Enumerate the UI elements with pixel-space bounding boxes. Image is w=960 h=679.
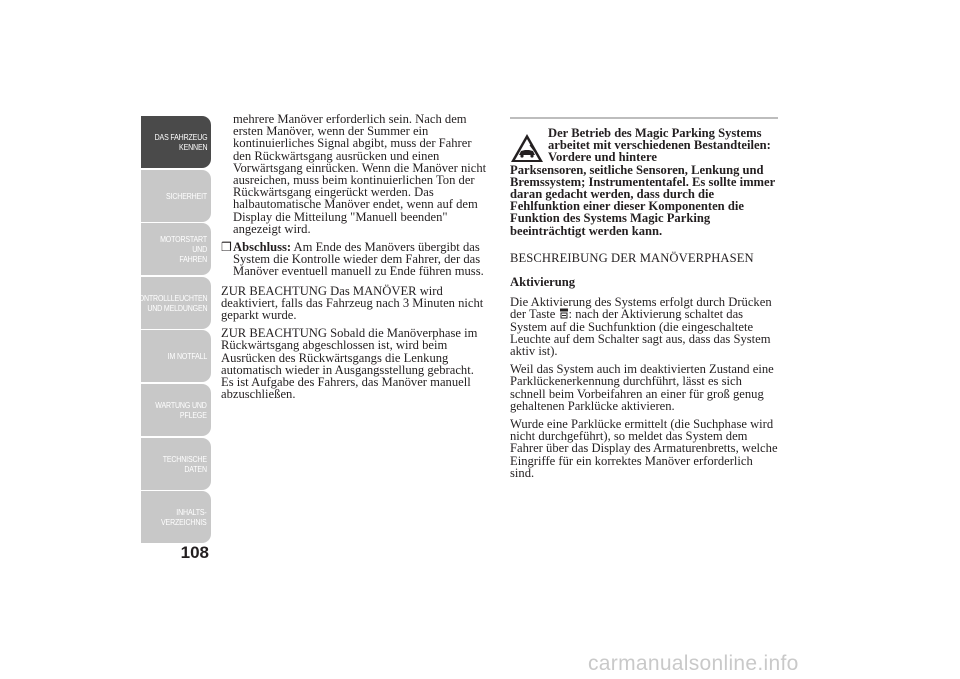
tab-kontrollleuchten[interactable] bbox=[133, 277, 211, 329]
tab-das-fahrzeug-kennen[interactable] bbox=[141, 116, 211, 168]
paragraph-activation bbox=[510, 296, 778, 357]
subheading-aktivierung: Aktivierung bbox=[510, 275, 576, 290]
tab-label: INHALTS- VERZEICHNIS bbox=[161, 507, 207, 528]
tab-motorstart-und-fahren[interactable] bbox=[141, 223, 211, 275]
tab-wartung-und-pflege[interactable] bbox=[141, 384, 211, 436]
warning-text: Parksensoren, seitliche Sensoren, Lenkung und Bremssystem; Instrumententafel. Es sollte immer daran gedacht werden, dass durch die Fehlfunktion einer dieser Komponenten die Funktion des Systems Magic Parking beeinträchtigt werden kann. bbox=[510, 162, 776, 238]
tab-label: DAS FAHRZEUG KENNEN bbox=[154, 132, 207, 152]
divider bbox=[510, 117, 778, 119]
bullet-abschluss bbox=[221, 241, 489, 278]
paragraph: Weil das System auch im deaktivierten Zustand eine Parklückenerkennung durchführt, lässt es sich schnell beim Vorbeifahren an einer für groß genug gehaltenen Parklücke aktivieren. bbox=[510, 362, 774, 413]
warning-box bbox=[510, 127, 778, 237]
tab-label: WARTUNG UND PFLEGE bbox=[155, 399, 207, 420]
page-number: 108 bbox=[180, 543, 209, 562]
section-heading: BESCHREIBUNG DER MANÖVERPHASEN bbox=[510, 250, 754, 265]
note-paragraph: ZUR BEACHTUNG Das MANÖVER wird deaktiviert, falls das Fahrzeug nach 3 Minuten nicht geparkt wurde. bbox=[221, 283, 484, 323]
bullet-label: Abschluss: bbox=[233, 240, 292, 255]
tab-sicherheit[interactable] bbox=[141, 170, 211, 222]
checkbox-bullet-icon: ❒ bbox=[221, 240, 232, 255]
paragraph: Wurde eine Parklücke ermittelt (die Suchphase wird nicht durchgeführt), so meldet das System dem Fahrer über das Display des Armaturenbretts, welche Eingriffe für ein korrektes Manöver erforderlich sind. bbox=[510, 417, 778, 480]
watermark: carmanualsonline.info bbox=[588, 652, 799, 675]
tab-label: IM NOTFALL bbox=[167, 351, 207, 362]
warning-car-icon bbox=[510, 133, 544, 163]
bullet-text: Am Ende des Manövers übergibt das System die Kontrolle wieder dem Fahrer, der das Manöver eventuell manuell zu Ende führen muss. bbox=[233, 240, 484, 279]
tab-label: SICHERHEIT bbox=[165, 190, 207, 201]
text-part: Die Aktivierung des Systems erfolgt durch Drücken der Taste bbox=[510, 295, 772, 322]
tab-im-notfall[interactable] bbox=[141, 330, 211, 382]
tab-technische-daten[interactable] bbox=[141, 438, 211, 490]
intro-paragraph: mehrere Manöver erforderlich sein. Nach dem ersten Manöver, wenn der Summer ein kontinuierliches Signal abgibt, muss der Fahrer den Rückwärtsgang ausrücken und einen Vorwärtsgang einrücken. Wenn die Manöver nicht ausreichen, muss beim kontinuierlichen Ton der Rückwärtsgang eingerückt werden. Das halbautomatische Manöver endet, wenn auf dem Display die Mitteilung "Manuell beenden" angezeigt wird. bbox=[233, 112, 487, 236]
warning-head: Der Betrieb des Magic Parking Systems arbeitet mit verschiedenen Bestandteilen: Vordere und hintere bbox=[548, 126, 771, 165]
tab-label: TECHNISCHE DATEN bbox=[162, 453, 207, 474]
tab-label: KONTROLLLEUCHTEN UND MELDUNGEN bbox=[133, 292, 207, 313]
parking-key-icon bbox=[559, 308, 569, 319]
note-paragraph: ZUR BEACHTUNG Sobald die Manöverphase im Rückwärtsgang abgeschlossen ist, wird beim Ausrücken des Rückwärtsgangs die Lenkung automatisch wieder in Ausgangsstellung gebracht. Es ist Aufgabe des Fahrers, das Manöver manuell abzuschließen. bbox=[221, 326, 478, 402]
text-part: : nach der Aktivierung schaltet das System auf die Suchfunktion (die eingeschaltete Leuchte auf dem Schalter sagt aus, dass das System aktiv ist). bbox=[510, 307, 771, 359]
tab-label: MOTORSTART UND FAHREN bbox=[160, 234, 207, 265]
chapter-tabs bbox=[133, 116, 211, 545]
left-column bbox=[221, 113, 489, 406]
right-column bbox=[510, 113, 778, 485]
tab-inhaltsverzeichnis[interactable] bbox=[141, 491, 211, 543]
